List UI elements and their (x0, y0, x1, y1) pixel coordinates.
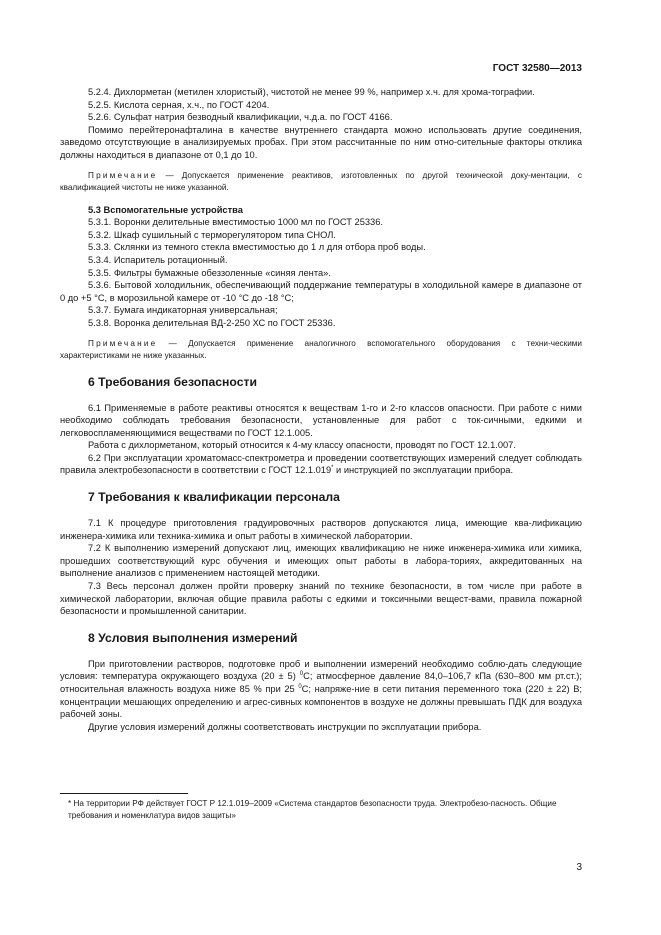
section-8-1 (60, 658, 582, 721)
item-5-3-6: 5.3.6. Бытовой холодильник, обеспечивающий поддержание температуры в холодильной камере в диапазоне от 0 до +5 °С, в морозильной камере от -10 °С до -18 °С; (60, 280, 582, 303)
page-number: 3 (576, 862, 582, 873)
section-8-1-a: При приготовлении растворов, подготовке проб и выполнении измерений необходимо соблю-дать следующие условия: температура окружающего воздуха (20 ± 5) (60, 658, 582, 682)
section-6-2-end: и инструкцией по эксплуатации прибора. (333, 465, 514, 476)
item-5-3-4: 5.3.4. Испаритель ротационный. (88, 254, 228, 265)
item-5-3-1: 5.3.1. Воронки делительные вместимостью 1000 мл по ГОСТ 25336. (88, 217, 383, 228)
footnote (60, 798, 582, 822)
note-label: Примечание (88, 170, 158, 180)
section-6-heading: 6 Требования безопасности (88, 374, 257, 389)
section-5-3-title: 5.3 Вспомогательные устройства (88, 204, 243, 215)
degree-mark: 0 (298, 683, 302, 690)
item-5-3-8: 5.3.8. Воронка делительная ВД-2-250 ХС по ГОСТ 25336. (88, 317, 336, 328)
footnote-text-wrap (60, 798, 582, 822)
section-8-heading: 8 Условия выполнения измерений (88, 630, 298, 645)
section-7-2: 7.2 К выполнению измерений допускают лиц, имеющих квалификацию не ниже инженера-химика или химика, прошедших соответствующий курс обучения и имеющих опыт работы в лабора-ториях, аккредитованных на выполнение анализов с применением настоящей методики. (60, 543, 582, 579)
item-5-2-5: 5.2.5. Кислота серная, х.ч., по ГОСТ 4204. (88, 99, 270, 110)
footnote-text: На территории РФ действует ГОСТ Р 12.1.019–2009 «Система стандартов безопасности труда. Электробезо-пасность. Общие требования и номенклатура видов защиты» (68, 799, 557, 820)
section-7-1: 7.1 К процедуре приготовления градуировочных растворов допускаются лица, имеющие ква-лификацию инженера-химика или техника-химика и опыт работы в химической лаборатории. (60, 518, 582, 541)
document-body (60, 86, 582, 733)
note-equipment (60, 338, 582, 362)
section-8-1-b: С; атмосферное давление 84,0–106,7 кПа (630–800 мм рт.ст.); относительная влажность воздуха ниже 85 % при 25 (60, 671, 582, 694)
standard-header: ГОСТ 32580—2013 (492, 63, 582, 74)
section-7-3: 7.3 Весь персонал должен пройти проверку знаний по технике безопасности, в том числе при работе в химической лаборатории, включая общие правила работы с едкими и токсичными вещест-вами, правила пожарной безопасности и промышленной санитарии. (60, 581, 582, 617)
section-6-2 (60, 452, 582, 477)
note-text: — Допускается применение реактивов, изготовленных по другой технической доку-ментации, с квалификацией чистоты не ниже указанной. (60, 170, 582, 192)
internal-standard-paragraph: Помимо перейтеронафталина в качестве внутреннего стандарта можно использовать другие соединения, заведомо отсутствующие в анализируемых пробах. При этом рассчитанные по ним отно-сительные факторы отклика должны находиться в диапазоне от 0,1 до 10. (60, 124, 582, 160)
degree-mark: 0 (299, 671, 304, 678)
section-8-1-c: С; напряже-ние в сети питания переменного тока (220 ± 22) В; концентрации мешающих определению и агрес-сивных компонентов в воздухе не должны превышать ПДК для воздуха рабочей зоны. (60, 684, 582, 720)
section-7-heading: 7 Требования к квалификации персонала (88, 490, 340, 505)
item-5-3-5: 5.3.5. Фильтры бумажные обеззоленные «синяя лента». (88, 267, 331, 278)
item-5-2-4: 5.2.4. Дихлорметан (метилен хлористый), чистотой не менее 99 %, например х.ч. для хрома-тографии. (88, 87, 535, 97)
note-label: Примечание (88, 338, 158, 348)
section-6-2-text: 6.2 При эксплуатации хроматомасс-спектрометра и проведении соответствующих измерений следует соблюдать правила электробезопасности в соответствии с ГОСТ 12.1.019 (60, 452, 582, 476)
item-5-3-7: 5.3.7. Бумага индикаторная универсальная; (88, 305, 278, 316)
footnote-divider (60, 793, 188, 794)
item-5-2-6: 5.2.6. Сульфат натрия безводный квалификации, ч.д.а. по ГОСТ 4166. (88, 112, 393, 123)
footnote-mark: * (68, 799, 72, 808)
section-8-2: Другие условия измерений должны соответствовать инструкции по эксплуатации прибора. (88, 721, 482, 732)
section-6-1-dichloromethane: Работа с дихлорметаном, который относится к 4-му классу опасности, проводят по ГОСТ 12.1.007. (88, 440, 516, 451)
note-reagents (60, 170, 582, 194)
section-6-1: 6.1 Применяемые в работе реактивы относятся к веществам 1-го и 2-го классов опасности. При работе с ними необходимо соблюдать требования безопасности, установленные для работ с ток-сичными, едкими и легковоспламеняющимися веществами по ГОСТ 12.1.005. (60, 402, 582, 438)
item-5-3-3: 5.3.3. Склянки из темного стекла вместимостью до 1 л для отбора проб воды. (88, 242, 426, 253)
item-5-3-2: 5.3.2. Шкаф сушильный с терморегулятором типа СНОЛ. (88, 229, 336, 240)
footnote-mark: * (331, 465, 334, 472)
note-text: — Допускается применение аналогичного вспомогательного оборудования с техни-ческими характеристиками не ниже указанных. (60, 338, 582, 360)
